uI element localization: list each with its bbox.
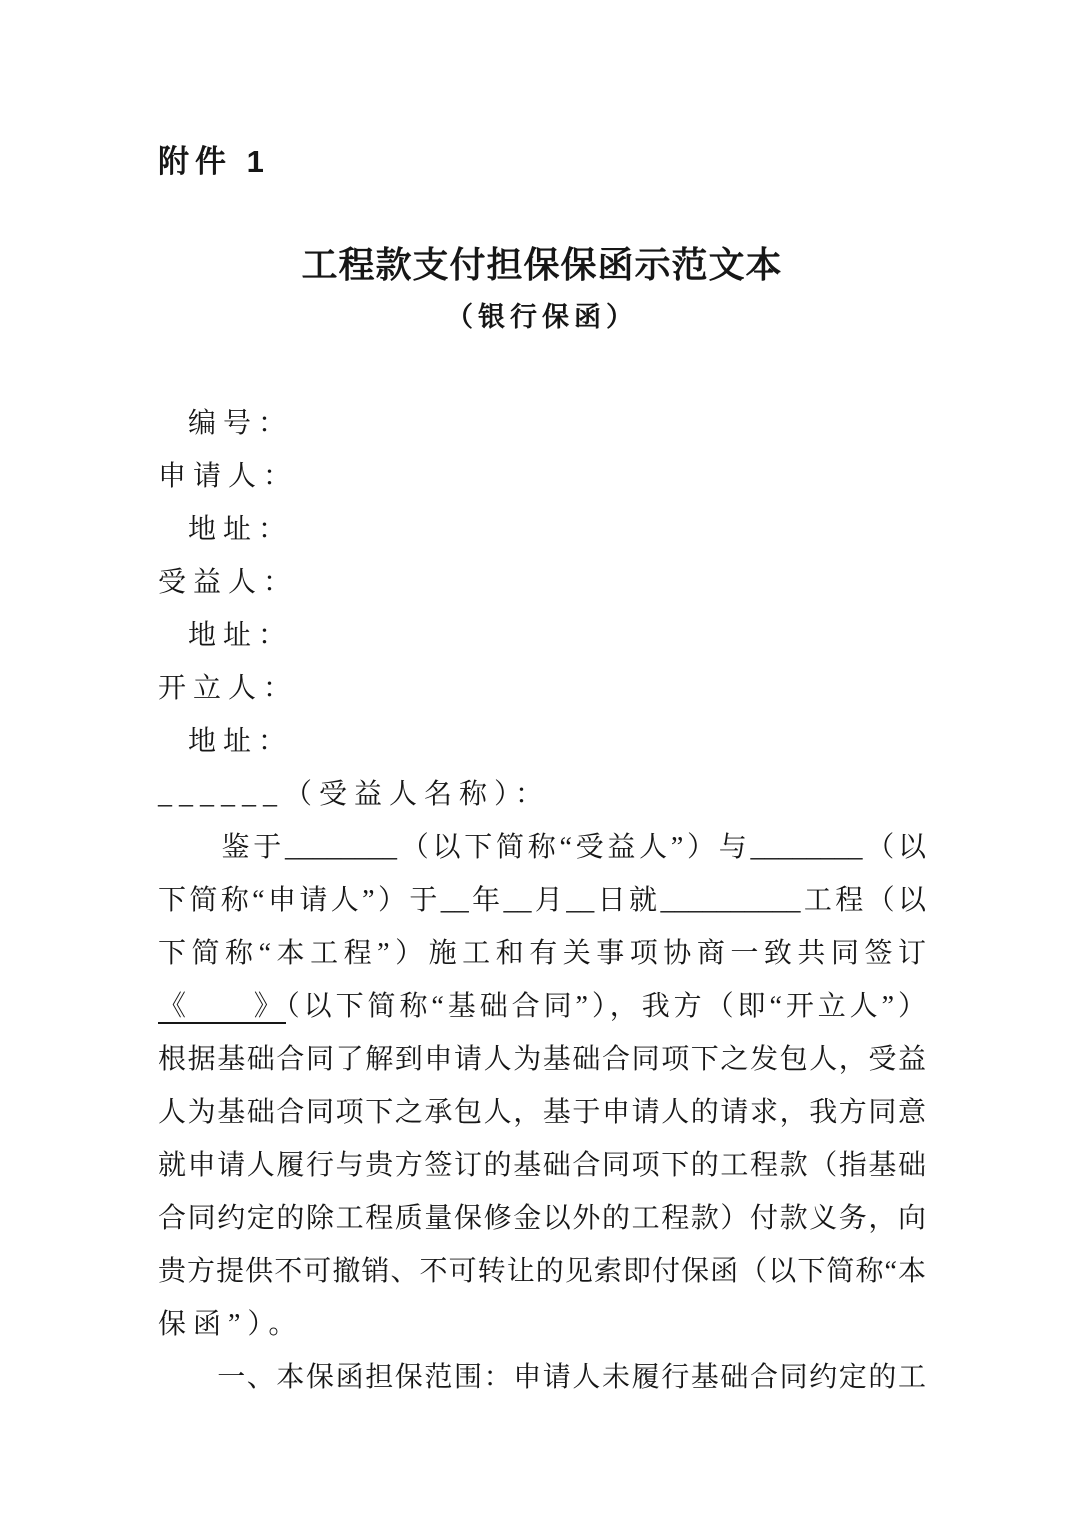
body-text-segment: （以下简称“基础合同”），我方（即“开立人”） (285, 991, 926, 1022)
body-text-segment: 下简称“本工程”）施工和有关事项协商一致共同签订 (158, 938, 926, 969)
body-line (158, 821, 926, 874)
body-text-block (158, 768, 926, 1404)
body-line (158, 1245, 926, 1298)
body-text-segment: 贵方提供不可撤销、不可转让的见索即付保函（以下简称“本 (158, 1256, 926, 1287)
body-line (158, 874, 926, 927)
info-field-line: 受益人： (158, 567, 299, 598)
info-field-line: 编号： (188, 408, 294, 439)
info-field-line: 地址： (188, 514, 294, 545)
body-text-segment: 一、本保函担保范围：申请人未履行基础合同约定的工 (158, 1362, 926, 1393)
body-text-segment: 下简称“申请人”）于__年__月__日就__________工程（以 (158, 885, 926, 916)
body-text-segment: 鉴于________（以下简称“受益人”）与________（以 (158, 832, 926, 863)
body-line (158, 768, 926, 821)
body-text-segment: 保函”）。 (158, 1309, 304, 1340)
body-text-segment: 人为基础合同项下之承包人，基于申请人的请求，我方同意 (158, 1097, 926, 1128)
body-line (158, 1139, 926, 1192)
contract-name-blank: 《 》 (158, 991, 286, 1022)
party-info-block (158, 397, 926, 768)
body-line (158, 1086, 926, 1139)
doc-title: 工程款支付担保保函示范文本 (301, 244, 783, 285)
body-text-segment: ______（受益人名称）： (158, 779, 551, 810)
body-line (158, 1298, 926, 1351)
attachment-label: 附件 1 (158, 144, 270, 179)
info-field-line: 地址： (188, 620, 294, 651)
body-line (158, 1351, 926, 1404)
body-line (158, 980, 926, 1033)
doc-subtitle: （银行保函） (446, 302, 638, 332)
body-line (158, 1033, 926, 1086)
info-field-line: 申请人： (158, 461, 299, 492)
body-line (158, 1192, 926, 1245)
body-line (158, 927, 926, 980)
body-text-segment: 根据基础合同了解到申请人为基础合同项下之发包人，受益 (158, 1044, 926, 1075)
info-field-line: 开立人： (158, 673, 299, 704)
body-text-segment: 合同约定的除工程质量保修金以外的工程款）付款义务，向 (158, 1203, 926, 1234)
body-text-segment: 就申请人履行与贵方签订的基础合同项下的工程款（指基础 (158, 1150, 926, 1181)
info-field-line: 地址： (188, 726, 294, 757)
